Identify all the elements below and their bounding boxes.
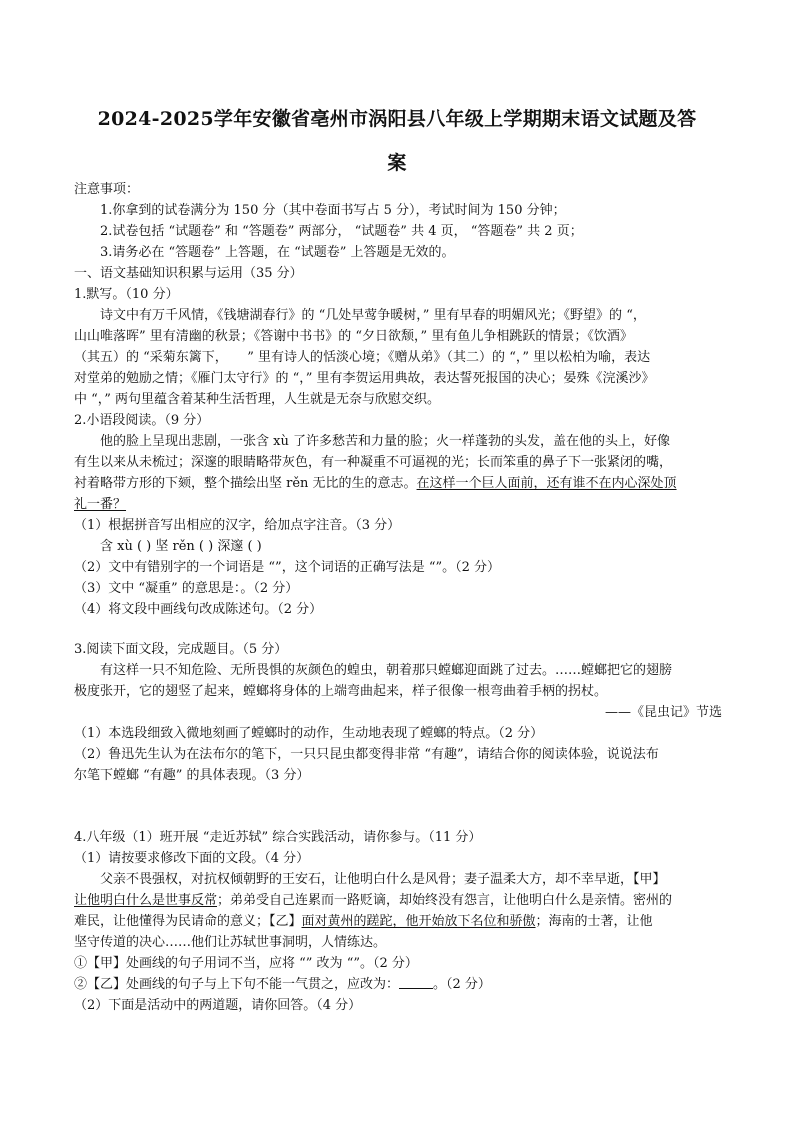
question-1-text: 山山唯落晖” 里有清幽的秋景；《答谢中书书》的 “夕日欲颓，” 里有鱼儿争相跳跃的情景；《饮酒》 <box>74 329 633 344</box>
question-2-sub-1-answer: 含 xù ( ) 坚 rěn ( ) 深邃 ( ) <box>100 539 262 554</box>
notice-heading: 注意事项： <box>74 182 140 197</box>
question-4-text-part: ；海南的士著，让他 <box>535 914 653 929</box>
question-1-text: 对堂弟的勉励之情；《雁门太守行》的 “，” 里有李贺运用典故，表达誓死报国的决心；晏殊《浣溪沙》 <box>74 371 655 386</box>
question-2-sub-2: （2）文中有错别字的一个词语是 “”，这个词语的正确写法是 “”。（2 分） <box>74 560 501 575</box>
underlined-sentence: 礼一番？ <box>74 497 127 512</box>
question-4-sub-1: （1）请按要求修改下面的文段。（4 分） <box>74 851 310 866</box>
question-3-text: 有这样一只不知危险、无所畏惧的灰颜色的蝗虫，朝着那只螳螂迎面跳了过去。……螳螂把它的翅膀 <box>100 663 673 678</box>
question-4-item-1: ①【甲】处画线的句子用词不当，应将 “” 改为 “”。（2 分） <box>74 956 418 971</box>
question-4-text <box>74 912 722 932</box>
page-title: 2024-2025学年安徽省亳州市涡阳县八年级上学期期末语文试题及答 <box>97 108 697 130</box>
question-3-source: ——《昆虫记》节选 <box>604 705 722 720</box>
notice-item: 2.试卷包括 “试题卷” 和 “答题卷” 两部分， “试题卷” 共 4 页， “答题卷” 共 2 页； <box>100 224 583 239</box>
question-4-sub-2: （2）下面是活动中的两道题，请你回答。（4 分） <box>74 998 362 1013</box>
question-3-heading: 3.阅读下面文段，完成题目。（5 分） <box>74 642 288 657</box>
question-4-text-part: ；弟弟受自己连累而一路贬谪，却始终没有怨言，让他明白什么是亲情。密州的 <box>217 893 673 908</box>
question-2-sub-4: （4）将文段中画线句改成陈述句。（2 分） <box>74 602 323 617</box>
question-2-text-part: 衬着略带方形的下颏，整个描绘出坚 rěn 无比的生的意志。 <box>74 476 417 491</box>
question-3-sub-1: （1）本选段细致入微地刻画了螳螂时的动作，生动地表现了螳螂的特点。（2 分） <box>74 726 544 741</box>
underlined-sentence-yi: 面对黄州的蹉跎，他开始放下名位和骄傲 <box>301 914 536 929</box>
question-4-item-2-text: ②【乙】处画线的句子与上下句不能一气贯之，应改为： <box>74 977 400 992</box>
question-3-sub-2-continued: 尔笔下螳螂 “有趣” 的具体表现。（3 分） <box>74 768 310 783</box>
question-1-text: 中 “，” 两句里蕴含着某种生活哲理，人生就是无奈与欣慰交织。 <box>74 392 441 407</box>
question-1-text: 诗文中有万千风情，《钱塘湖春行》的 “几处早莺争暖树，” 里有早春的明媚风光；《野望》的 “， <box>100 308 646 323</box>
question-4-text <box>74 891 722 911</box>
question-2-heading: 2.小语段阅读。（9 分） <box>74 413 210 428</box>
question-2-sub-1: （1）根据拼音写出相应的汉字，给加点字注音。（3 分） <box>74 518 401 533</box>
question-4-text-part: 难民，让他懂得为民请命的意义；【乙】 <box>74 914 302 929</box>
question-4-heading: 4.八年级（1）班开展 “走近苏轼” 综合实践活动，请你参与。（11 分） <box>74 830 482 845</box>
underlined-sentence-jia: 让他明白什么是世事反常 <box>74 893 218 908</box>
section-heading: 一、语文基础知识积累与运用（35 分） <box>74 266 303 281</box>
question-2-sub-3: （3）文中 “凝重” 的意思是：。（2 分） <box>74 581 299 596</box>
page-title-continued: 案 <box>387 152 407 174</box>
question-4-text: 父亲不畏强权，对抗权倾朝野的王安石，让他明白什么是风骨；妻子温柔大方，却不幸早逝，【甲】 <box>100 872 666 887</box>
question-4-item-2-score: 。（2 分） <box>433 977 491 992</box>
question-3-text: 极度张开，它的翅竖了起来，螳螂将身体的上端弯曲起来，样子很像一根弯曲着手柄的拐杖。 <box>74 684 608 699</box>
question-4-text: 坚守传道的决心……他们让苏轼世事洞明，人情练达。 <box>74 935 387 950</box>
notice-item: 1.你拿到的试卷满分为 150 分（其中卷面书写占 5 分），考试时间为 150 分钟； <box>100 203 566 218</box>
question-4-item-2 <box>74 975 722 995</box>
question-2-text: 有生以来从未梳过；深邃的眼睛略带灰色，有一种凝重不可逼视的光；长而笨重的鼻子下一张紧闭的嘴， <box>74 455 673 470</box>
question-1-text: （其五）的 “采菊东篱下， ” 里有诗人的恬淡心境；《赠从弟》（其二）的 “，” 里以松柏为喻，表达 <box>74 350 651 365</box>
question-1-heading: 1.默写。（10 分） <box>74 287 179 302</box>
question-2-text <box>74 474 722 494</box>
question-2-text: 他的脸上呈现出悲剧，一张含 xù 了许多愁苦和力量的脸；火一样蓬勃的头发，盖在他的头上，好像 <box>100 434 670 449</box>
answer-blank[interactable] <box>399 976 433 989</box>
question-3-sub-2: （2）鲁迅先生认为在法布尔的笔下，一只只昆虫都变得非常 “有趣”，请结合你的阅读体验，说说法布 <box>74 747 659 762</box>
underlined-sentence: 在这样一个巨人面前，还有谁不在内心深处顶 <box>416 476 677 491</box>
notice-item: 3.请务必在 “答题卷” 上答题，在 “试题卷” 上答题是无效的。 <box>100 245 455 260</box>
question-2-text <box>74 495 722 515</box>
